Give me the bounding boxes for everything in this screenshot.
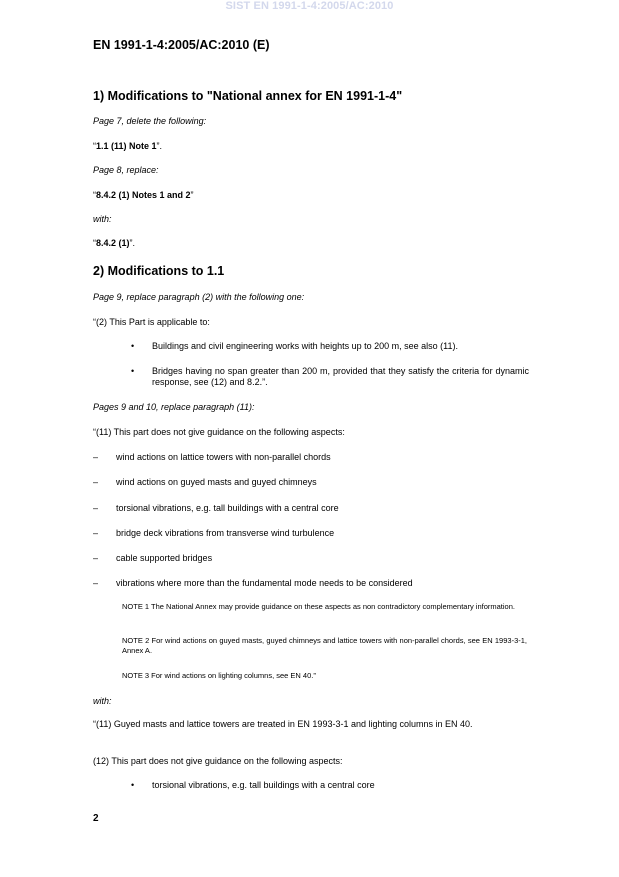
instruction-pages9-10: Pages 9 and 10, replace paragraph (11): bbox=[93, 402, 255, 412]
reference-8-4-2: “8.4.2 (1)”. bbox=[93, 238, 136, 248]
dash-marker: – bbox=[93, 528, 99, 538]
bullet-item: torsional vibrations, e.g. tall buildings with a central core bbox=[152, 780, 375, 790]
dash-marker: – bbox=[93, 553, 99, 563]
bullet-item: Bridges having no span greater than 200 m, provided that they satisfy the criteria for dynamic response, see (12) and 8.2.”. bbox=[152, 366, 529, 387]
bullet-item: Buildings and civil engineering works with heights up to 200 m, see also (11). bbox=[152, 341, 458, 351]
dash-item: bridge deck vibrations from transverse wind turbulence bbox=[116, 528, 335, 538]
instruction-with-2: with: bbox=[93, 696, 112, 706]
dash-marker: – bbox=[93, 477, 99, 487]
instruction-page8: Page 8, replace: bbox=[93, 165, 159, 175]
section1-heading: 1) Modifications to "National annex for EN 1991-1-4" bbox=[93, 89, 403, 103]
reference-8-4-2-notes: “8.4.2 (1) Notes 1 and 2” bbox=[93, 190, 194, 200]
dash-item: cable supported bridges bbox=[116, 553, 213, 563]
dash-item: torsional vibrations, e.g. tall buildings with a central core bbox=[116, 503, 339, 513]
bullet-marker: • bbox=[131, 366, 135, 376]
note-1: NOTE 1 The National Annex may provide guidance on these aspects as non contradictory complementary information. bbox=[122, 602, 515, 611]
dash-marker: – bbox=[93, 452, 99, 462]
instruction-page7: Page 7, delete the following: bbox=[93, 116, 207, 126]
bullet-marker: • bbox=[131, 341, 135, 351]
document-header: EN 1991-1-4:2005/AC:2010 (E) bbox=[93, 38, 270, 52]
section2-heading: 2) Modifications to 1.1 bbox=[93, 264, 225, 278]
instruction-page9: Page 9, replace paragraph (2) with the following one: bbox=[93, 292, 305, 302]
dash-item: wind actions on guyed masts and guyed chimneys bbox=[116, 477, 317, 487]
dash-item: vibrations where more than the fundamental mode needs to be considered bbox=[116, 578, 413, 588]
note-3: NOTE 3 For wind actions on lighting columns, see EN 40.” bbox=[122, 671, 316, 680]
dash-item: wind actions on lattice towers with non-parallel chords bbox=[116, 452, 331, 462]
note-2: NOTE 2 For wind actions on guyed masts, guyed chimneys and lattice towers with non-parallel chords, see EN 1993-3-1, Annex A. bbox=[122, 636, 527, 655]
dash-marker: – bbox=[93, 503, 99, 513]
dash-marker: – bbox=[93, 578, 99, 588]
watermark: SIST EN 1991-1-4:2005/AC:2010 bbox=[225, 0, 394, 12]
bullet-marker: • bbox=[131, 780, 135, 790]
paragraph-12: (12) This part does not give guidance on the following aspects: bbox=[93, 756, 343, 766]
instruction-with: with: bbox=[93, 214, 112, 224]
reference-1-1-11: “1.1 (11) Note 1”. bbox=[93, 141, 163, 151]
paragraph-11: “(11) This part does not give guidance on the following aspects: bbox=[93, 427, 345, 437]
page-number: 2 bbox=[93, 813, 99, 824]
paragraph-2: “(2) This Part is applicable to: bbox=[93, 317, 210, 327]
paragraph-11-new: “(11) Guyed masts and lattice towers are treated in EN 1993-3-1 and lighting columns in EN 40. bbox=[93, 719, 473, 729]
